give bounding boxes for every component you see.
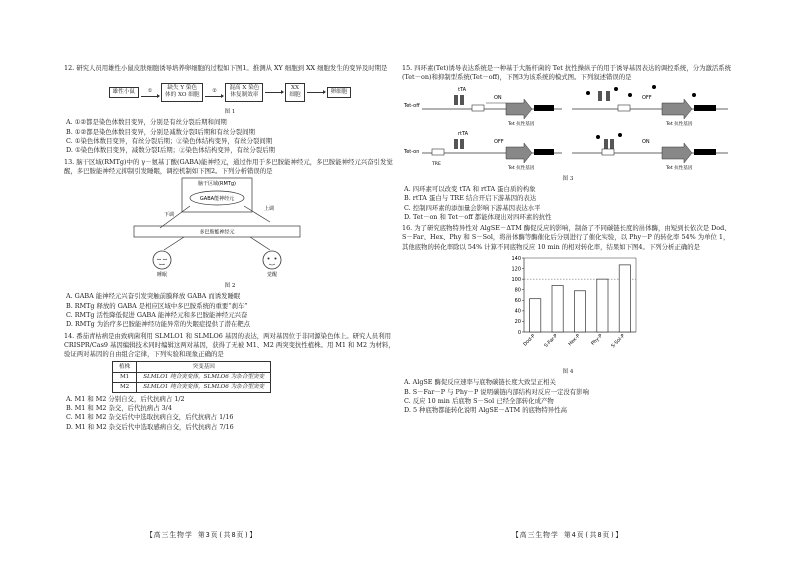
x-tick-label: Dod-P bbox=[522, 333, 537, 348]
off-label-2: OFF bbox=[494, 138, 504, 145]
rtta-dox-protein-1 bbox=[604, 139, 608, 149]
tre-box-2 bbox=[618, 105, 630, 111]
gaba-label: GABA能神经元 bbox=[199, 196, 235, 203]
x-tick-label: Hex-P bbox=[568, 333, 582, 348]
x-tick-label: Phy-P bbox=[590, 333, 604, 347]
y-tick-label: 0 bbox=[517, 329, 521, 336]
table-cell-gene: SLMLO1 纯合突变体，SLMLO6 为杂合型突变 bbox=[137, 382, 271, 392]
y-tick-label: 100 bbox=[511, 276, 521, 283]
on-label-2: ON bbox=[642, 138, 650, 145]
gene-label-1: Tet 抗性基因 bbox=[508, 121, 535, 127]
q16-option-c: C. 反应 10 min 后底物 S－Sol 已经全部转化成产物 bbox=[404, 396, 554, 405]
dox-dot bbox=[618, 133, 622, 137]
gene-arrow-2 bbox=[662, 99, 692, 119]
bar bbox=[530, 299, 541, 332]
q16-option-a: A. AlgSE 酶促反应速率与底物碳链长度大致呈正相关 bbox=[404, 378, 556, 387]
q13-option-a: A. GABA 能神经元兴奋引发突触前膜释放 GABA 而诱发睡眠 bbox=[66, 292, 241, 301]
figure-2-diagram bbox=[64, 176, 396, 278]
table-row bbox=[113, 372, 271, 382]
up-label: 上调 bbox=[264, 206, 275, 213]
q13-option-b: B. RMTg 释放的 GABA 是相应区域中多巴胺系统的重要“刹车” bbox=[66, 301, 248, 310]
bar bbox=[619, 265, 630, 332]
flow-box-3: 混高 X 染色 体复制效率 bbox=[225, 83, 263, 102]
gene-block-1 bbox=[534, 105, 554, 111]
rtta-protein-2 bbox=[460, 139, 464, 149]
question-15 bbox=[402, 64, 734, 222]
tta-dox-protein-2 bbox=[606, 91, 610, 101]
flow-box-5: 卵细胞 bbox=[327, 87, 352, 98]
question-13-stem: 13. 脑干区域(RMTg)中的 γ－氨基丁酸(GABA)能神经元，通过作用于多巴胺能神经元，多巴胺能神经元兴奋引发觉醒，多巴胺能神经元抑制引发睡眠，调控机制如下图2。下列分析错误的是 bbox=[64, 157, 393, 175]
q14-option-c: C. M1 和 M2 杂交后代中选取抗病自交，后代抗病占 1/16 bbox=[66, 413, 234, 422]
tre-label: TRE bbox=[432, 161, 441, 167]
tta-protein-2 bbox=[460, 95, 464, 105]
y-tick-label: 40 bbox=[514, 308, 521, 315]
tta-dox-protein-1 bbox=[598, 91, 602, 101]
y-tick-label: 140 bbox=[511, 255, 521, 262]
bar bbox=[597, 279, 608, 332]
figure-1-caption: 图 1 bbox=[224, 109, 236, 116]
bar bbox=[552, 285, 563, 332]
tta-protein-1 bbox=[454, 95, 458, 105]
gene-label-3: Tet 抗性基因 bbox=[508, 165, 535, 171]
q13-option-c: C. RMTg 活性降低促进 GABA 能神经元和多巴胺能神经元兴奋 bbox=[66, 311, 248, 320]
table-header-plant: 植株 bbox=[113, 362, 137, 372]
gene-arrow-4 bbox=[662, 143, 692, 163]
flow-box-2: 缺失 Y 染色 体的 XO 细胞 bbox=[161, 83, 203, 102]
question-15-stem: 15. 四环素(Tet)诱导表达系统是一种基于大肠杆菌的 Tet 抗性操纵子的用于诱导基因表达的调控系统，分为激活系统(Tet－on)和抑制型系统(Tet－off)，下图3为该系统的模式图。下列叙述错误的是 bbox=[402, 64, 732, 82]
y-tick-label: 80 bbox=[514, 287, 521, 294]
rtta-label: rtTA bbox=[458, 130, 469, 137]
x-tick-label: S-Far-P bbox=[543, 333, 560, 349]
tre-box-4 bbox=[602, 149, 614, 155]
q12-option-b: B. ①②都是染色体数目变异，分别是减数分裂Ⅰ后期和有丝分裂间期 bbox=[66, 127, 255, 136]
tre-box-1 bbox=[472, 105, 484, 111]
table-header-gene: 突变基因 bbox=[137, 362, 271, 372]
gene-block-4 bbox=[694, 149, 716, 155]
wake-face-icon bbox=[263, 251, 281, 269]
dox-dot bbox=[614, 87, 618, 91]
outcome-arrows bbox=[164, 237, 270, 250]
q12-option-d: D. ①染色体数目变异，减数分裂Ⅰ后期；②染色体结构变异，有丝分裂后期 bbox=[66, 146, 275, 155]
figure-4-bar-chart bbox=[402, 252, 734, 364]
figure-1-flow bbox=[64, 77, 396, 107]
table-cell-gene: SLMLO1 纯合突变体，SLMLO6 为杂合型突变 bbox=[137, 372, 271, 382]
flow-arrow-1-label: ① bbox=[147, 88, 153, 95]
dox-dot bbox=[596, 135, 600, 139]
gene-label-4: Tet 抗性基因 bbox=[666, 165, 693, 171]
question-16-stem: 16. 为了研究底物特异性对 AlgSE－ΔTM 酶促反应的影响，制备了不同碳链长度的甾体酶，由短到长依次是 Dod、S－Far、Hex、Phy 和 S－Sol，将甾体酶等酶催化后分别进行了催化实验，以 Phy－P 的转化率 54% 为单位 1，其他底物的转化率除以 54% 计算不同底物反应 10 min 的相对转化率，结果如下图4。下列分析正确的是 bbox=[402, 224, 731, 251]
rmtg-label: 脑干区域(RMTg) bbox=[198, 181, 236, 188]
rtta-protein-1 bbox=[454, 139, 458, 149]
gene-label-2: Tet 抗性基因 bbox=[666, 121, 693, 127]
footer-page-3: 【高三生物学 第3页(共8页)】 bbox=[146, 531, 258, 539]
tet-off-label: Tet-off bbox=[404, 102, 420, 109]
x-tick-label: S-Sol-P bbox=[610, 333, 627, 350]
sleep-label: 睡眠 bbox=[156, 272, 168, 279]
q14-option-a: A. M1 和 M2 分别自交，后代抗病占 1/2 bbox=[66, 394, 185, 403]
flow-arrow-2 bbox=[205, 88, 223, 96]
table-cell-name: M1 bbox=[113, 372, 137, 382]
figure-3-diagram bbox=[402, 83, 734, 171]
wake-face-eye-right bbox=[275, 258, 277, 260]
q14-table bbox=[112, 361, 271, 392]
flow-arrow-4 bbox=[307, 92, 325, 93]
sleep-face-icon bbox=[153, 251, 171, 269]
wake-label: 觉醒 bbox=[266, 272, 278, 279]
q16-option-d: D. 5 种底物都能转化说明 AlgSE－ΔTM 的底物特异性高 bbox=[404, 406, 567, 415]
gene-arrow-1 bbox=[506, 99, 532, 119]
on-label-1: ON bbox=[494, 94, 502, 101]
dox-dot bbox=[586, 91, 590, 95]
q13-option-d: D. RMTg 为治疗多巴胺能神经功能异常的失眠症提供了潜在靶点 bbox=[66, 320, 251, 329]
flow-arrow-2-label: ② bbox=[212, 88, 217, 95]
figure-3-caption: 图 3 bbox=[562, 175, 574, 182]
table-row bbox=[113, 382, 271, 392]
tre-box-3 bbox=[432, 149, 444, 155]
table-header-row bbox=[113, 362, 271, 372]
q15-option-a: A. 四环素可以改变 tTA 和 rtTA 蛋白质的构象 bbox=[404, 184, 536, 193]
gene-block-2 bbox=[694, 105, 716, 111]
wake-face-eye-left bbox=[268, 258, 270, 260]
question-14 bbox=[64, 332, 396, 432]
tta-label-top: tTA bbox=[458, 86, 467, 93]
q16-option-b: B. S－Far－P 与 Phy－P 说明碳链内部结构对反应一定没有影响 bbox=[404, 387, 589, 396]
table-cell-name: M2 bbox=[113, 382, 137, 392]
y-tick-label: 60 bbox=[514, 298, 521, 305]
q14-option-b: B. M1 和 M2 杂交，后代抗病占 3/4 bbox=[66, 404, 172, 413]
figure-4-caption: 图 4 bbox=[562, 369, 574, 376]
figure-2-caption: 图 2 bbox=[224, 283, 236, 290]
bar bbox=[574, 291, 585, 332]
question-12-stem: 12. 研究人员用雄性小鼠皮肤细胞诱导培养卵细胞的过程如下图1。推测从 XY 细胞到 XX 细胞发生的变异及时期是 bbox=[64, 64, 388, 72]
flow-box-1: 雄性小鼠 bbox=[109, 87, 139, 98]
q12-option-c: C. ①染色体数目变异，有丝分裂后期；②染色体结构变异，有丝分裂间期 bbox=[66, 136, 273, 145]
down-label: 下调 bbox=[164, 212, 175, 219]
wake-face-mouth bbox=[269, 264, 275, 265]
rtta-dox-protein-2 bbox=[610, 139, 614, 149]
dox-dot bbox=[628, 93, 632, 97]
tet-on-label: Tet-on bbox=[404, 148, 420, 155]
q15-option-b: B. rtTA 蛋白与 TRE 结合开启下游基因的表达 bbox=[404, 194, 537, 203]
question-12 bbox=[64, 64, 396, 156]
sleep-face-features bbox=[157, 259, 167, 265]
flow-box-4: XX 细胞 bbox=[285, 83, 304, 102]
q15-option-d: D. Tet－on 和 Tet－off 都能体现出对四环素的抗性 bbox=[404, 212, 552, 221]
flow-arrow-3 bbox=[265, 92, 283, 93]
gene-block-3 bbox=[534, 149, 554, 155]
off-label-1: OFF bbox=[642, 94, 652, 101]
y-tick-label: 20 bbox=[514, 319, 521, 326]
q14-option-d: D. M1 和 M2 杂交后代中选取感病自交，后代抗病占 7/16 bbox=[66, 422, 234, 431]
left-column bbox=[64, 64, 396, 434]
footer-page-4: 【高三生物学 第4页(共8页)】 bbox=[512, 531, 624, 539]
flow-arrow-1 bbox=[141, 88, 159, 96]
q12-option-a: A. ①②都是染色体数目变异，分别是有丝分裂后期和间期 bbox=[66, 118, 227, 127]
right-column bbox=[402, 64, 734, 417]
question-14-stem: 14. 番茄青枯病是由致病菌利用 SLMLO1 和 SLMLO6 基因的表达，两对基因位于非同源染色体上。研究人员利用 CRISPR/Cas9 基因编辑技术同时编辑这两对基因，获得了无被 M1、M2 两突变抗性植株。用 M1 和 M2 为材料，验证两对基因的自由组合定律，下列实验和现象正确的是 bbox=[64, 331, 395, 359]
dox-dot bbox=[652, 85, 656, 89]
q15-option-c: C. 控制四环素的添加量会影响下游基因表达水平 bbox=[404, 203, 541, 212]
question-16 bbox=[402, 224, 734, 415]
question-13 bbox=[64, 158, 396, 330]
y-tick-label: 120 bbox=[511, 266, 521, 273]
gene-arrow-3 bbox=[506, 143, 532, 163]
dox-dot bbox=[692, 93, 696, 97]
dopamine-label: 多巴胺能神经元 bbox=[199, 229, 235, 236]
